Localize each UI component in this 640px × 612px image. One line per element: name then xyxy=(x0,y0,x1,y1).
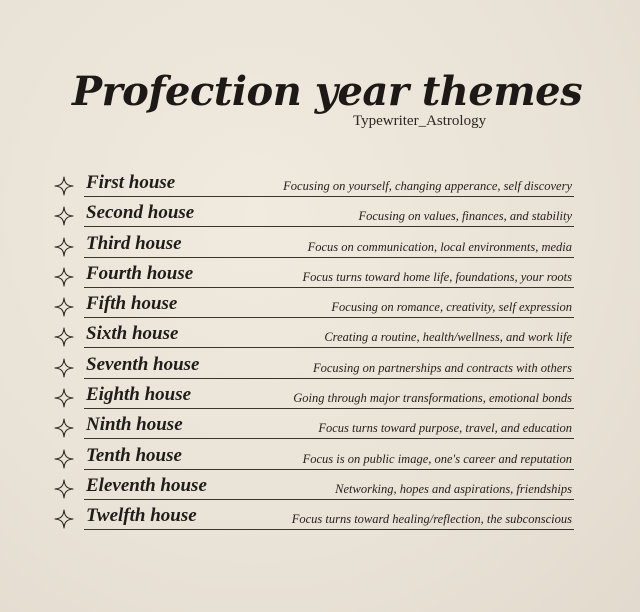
divider xyxy=(84,469,574,470)
divider xyxy=(84,347,574,348)
house-theme: Networking, hopes and aspirations, friendships xyxy=(335,481,572,496)
house-row xyxy=(54,321,594,351)
house-theme: Focus turns toward purpose, travel, and education xyxy=(318,421,572,436)
divider xyxy=(84,226,574,227)
house-name: Sixth house xyxy=(86,323,179,345)
house-row xyxy=(54,352,594,382)
divider xyxy=(84,287,574,288)
house-row xyxy=(54,261,594,291)
four-point-star-icon xyxy=(54,327,74,347)
house-name: Third house xyxy=(86,232,182,254)
four-point-star-icon xyxy=(54,418,74,438)
house-row xyxy=(54,382,594,412)
house-name: Eighth house xyxy=(86,384,192,406)
four-point-star-icon xyxy=(54,237,74,257)
house-row xyxy=(54,291,594,321)
house-name: Second house xyxy=(86,202,195,224)
house-name: First house xyxy=(86,172,176,193)
house-theme: Focus on communication, local environments, media xyxy=(307,239,572,254)
divider xyxy=(84,378,574,379)
divider xyxy=(84,499,574,500)
four-point-star-icon xyxy=(54,479,74,499)
page-title: Profection year themes xyxy=(72,68,583,115)
house-row xyxy=(54,503,594,533)
house-name: Twelfth house xyxy=(86,505,197,527)
house-name: Seventh house xyxy=(86,353,200,375)
four-point-star-icon xyxy=(54,206,74,226)
four-point-star-icon xyxy=(54,176,74,196)
house-row xyxy=(54,231,594,261)
divider xyxy=(84,438,574,439)
house-theme: Focus is on public image, one's career and reputation xyxy=(302,451,572,466)
author-handle: Typewriter_Astrology xyxy=(353,113,487,129)
house-name: Tenth house xyxy=(86,444,182,466)
house-theme: Focusing on yourself, changing apperance, self discovery xyxy=(283,179,572,193)
divider xyxy=(84,257,574,258)
house-row xyxy=(54,200,594,230)
four-point-star-icon xyxy=(54,449,74,469)
house-theme: Focus turns toward healing/reflection, the subconscious xyxy=(291,512,572,527)
divider xyxy=(84,196,574,197)
divider xyxy=(84,408,574,409)
four-point-star-icon xyxy=(54,267,74,287)
house-theme: Going through major transformations, emotional bonds xyxy=(293,391,572,406)
house-theme: Creating a routine, health/wellness, and work life xyxy=(324,330,572,345)
house-row xyxy=(54,473,594,503)
house-name: Fourth house xyxy=(86,262,194,284)
house-name: Ninth house xyxy=(86,414,183,436)
house-row xyxy=(54,443,594,473)
house-row xyxy=(54,412,594,442)
house-list xyxy=(54,170,594,534)
house-theme: Focus turns toward home life, foundations, your roots xyxy=(302,269,572,284)
four-point-star-icon xyxy=(54,297,74,317)
four-point-star-icon xyxy=(54,388,74,408)
four-point-star-icon xyxy=(54,358,74,378)
divider xyxy=(84,317,574,318)
house-name: Eleventh house xyxy=(86,474,207,496)
house-name: Fifth house xyxy=(86,293,178,315)
house-theme: Focusing on romance, creativity, self expression xyxy=(331,300,572,315)
house-theme: Focusing on partnerships and contracts with others xyxy=(312,360,572,375)
house-row xyxy=(54,170,594,200)
divider xyxy=(84,529,574,530)
four-point-star-icon xyxy=(54,509,74,529)
house-theme: Focusing on values, finances, and stability xyxy=(358,209,572,224)
